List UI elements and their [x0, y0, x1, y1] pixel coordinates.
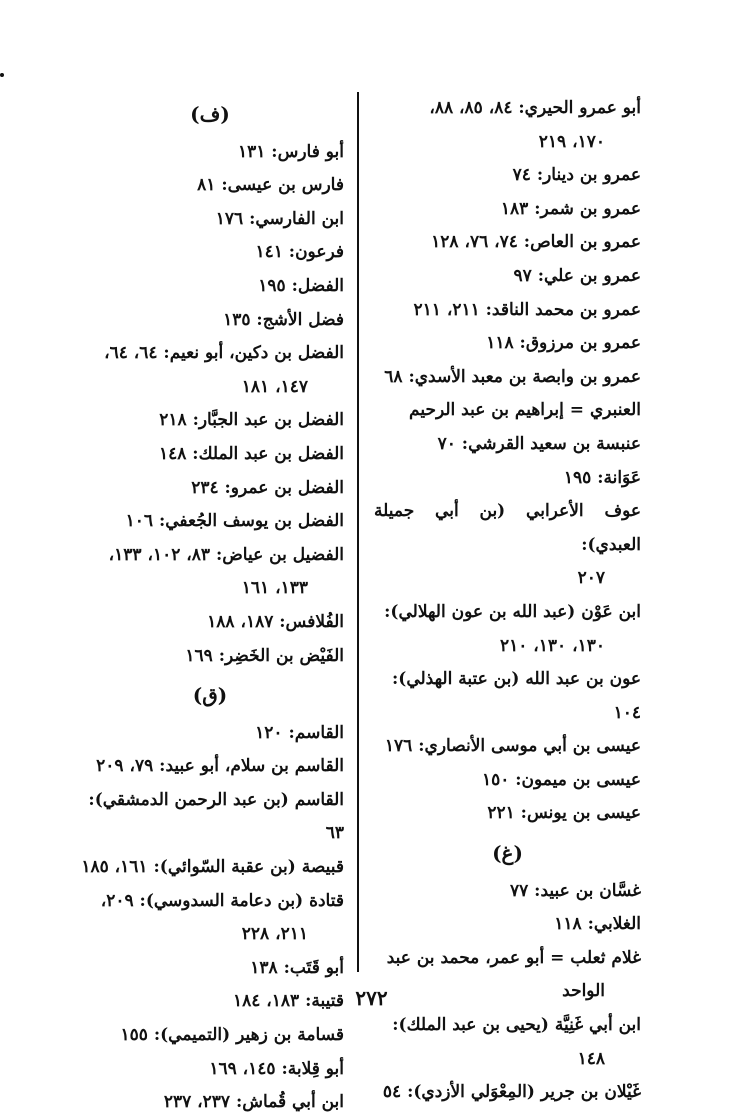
index-entry — [76, 270, 344, 304]
index-entry — [76, 304, 344, 338]
entry-text: عمرو بن علي: ٩٧ — [513, 265, 641, 286]
index-entry — [374, 159, 641, 193]
letter-heading: (ق) — [192, 683, 228, 708]
entry-text: الفضل بن دكين، أبو نعيم: ٦٤، ٦٤، — [104, 343, 344, 364]
entry-text: القاسم بن سلام، أبو عبيد: ٧٩، ٢٠٩ — [96, 756, 344, 777]
entry-text: الفضل بن عمرو: ٢٣٤ — [191, 477, 344, 498]
entry-continuation: ٢٠٧ — [577, 568, 605, 589]
entry-text: فضل الأشج: ١٣٥ — [223, 309, 344, 330]
index-entry — [374, 428, 641, 462]
index-entry — [374, 1009, 641, 1076]
index-entry — [374, 294, 641, 328]
index-entry — [76, 784, 344, 851]
entry-text: الفضل بن عبد الملك: ١٤٨ — [158, 443, 344, 464]
entry-text: عمرو بن وابصة بن معبد الأسدي: ٦٨ — [384, 366, 641, 387]
entry-text: عَوَانة: ١٩٥ — [563, 467, 641, 488]
entry-text: فارس بن عيسى: ٨١ — [197, 175, 344, 196]
entry-text: عيسى بن ميمون: ١٥٠ — [481, 769, 641, 790]
index-entry — [374, 764, 641, 798]
entry-text: الفضل: ١٩٥ — [258, 275, 344, 296]
entry-text: عوف الأعرابي (بن أبي جميلة العبدي): — [374, 501, 641, 555]
index-entry — [76, 539, 344, 606]
index-entry — [374, 92, 641, 159]
entry-continuation: ١٤٨ — [577, 1048, 605, 1069]
entry-text: عيسى بن أبي موسى الأنصاري: ١٧٦ — [384, 736, 641, 757]
index-entry — [374, 875, 641, 909]
index-entry — [76, 640, 344, 674]
index-entry — [76, 337, 344, 404]
index-entry — [76, 203, 344, 237]
index-entry — [374, 327, 641, 361]
index-entry — [76, 136, 344, 170]
entry-text: عمرو بن شمر: ١٨٣ — [500, 198, 641, 219]
entry-text: الغلابي: ١١٨ — [554, 914, 641, 935]
entry-text: عمرو بن مرزوق: ١١٨ — [486, 333, 641, 354]
index-entry — [76, 606, 344, 640]
entry-continuation: ١٤٧، ١٨١ — [241, 376, 308, 397]
entry-text: الفضل بن عبد الجبَّار: ٢١٨ — [159, 410, 344, 431]
index-entry — [76, 505, 344, 539]
letter-heading: (غ) — [492, 841, 523, 866]
column-divider — [357, 92, 359, 972]
index-entry — [76, 952, 344, 986]
entry-continuation: ١٣٣، ١٦١ — [241, 578, 308, 599]
entry-text: غسَّان بن عبيد: ٧٧ — [509, 880, 641, 901]
entry-text: غَيْلان بن جرير (المِعْوَلي الأزدي): ٥٤ — [382, 1082, 641, 1103]
entry-continuation: ٢١١، ٢٢٨ — [241, 924, 308, 945]
letter-heading: (ف) — [190, 102, 230, 126]
index-entry — [76, 885, 344, 952]
index-entry — [76, 404, 344, 438]
index-entry — [374, 797, 641, 831]
index-entry — [374, 663, 641, 730]
entry-text: ابن أبي غَنِيَّة (يحيى بن عبد الملك): — [392, 1015, 641, 1036]
entry-text: العنبري = إبراهيم بن عبد الرحيم — [409, 400, 641, 421]
entry-text: أبو عمرو الحيري: ٨٤، ٨٥، ٨٨، — [429, 98, 641, 118]
index-entry — [374, 394, 641, 428]
index-column-left — [76, 92, 344, 1120]
index-entry — [374, 908, 641, 942]
entry-text: عمرو بن محمد الناقد: ٢١١، ٢١١ — [413, 299, 641, 320]
entry-text: الفضيل بن عياض: ٨٣، ١٠٢، ١٣٣، — [108, 544, 344, 565]
entry-text: عيسى بن يونس: ٢٢١ — [487, 803, 641, 824]
entry-text: فرعون: ١٤١ — [255, 242, 344, 263]
entry-text: عنبسة بن سعيد القرشي: ٧٠ — [437, 433, 641, 454]
entry-text: قتادة (بن دعامة السدوسي): ٢٠٩، — [100, 890, 344, 911]
entry-text: قتيبة: ١٨٣، ١٨٤ — [232, 991, 344, 1012]
entry-text: ابن عَوْن (عبد الله بن عون الهلالي): — [384, 601, 641, 622]
page-number: ٢٧٢ — [355, 986, 388, 1010]
index-entry — [374, 1076, 641, 1110]
entry-continuation: ١٧٠، ٢١٩ — [538, 131, 605, 152]
entry-text: الفُلافس: ١٨٧، ١٨٨ — [207, 611, 344, 632]
entry-text: الفضل بن يوسف الجُعفي: ١٠٦ — [125, 511, 344, 532]
index-entry — [374, 226, 641, 260]
entry-text: غلام ثعلب = أبو عمر، محمد بن عبد — [386, 947, 641, 968]
entry-text: ابن أبي قُماش: ٢٣٧، ٢٣٧ — [163, 1092, 344, 1113]
index-entry — [374, 495, 641, 596]
index-entry — [76, 169, 344, 203]
entry-continuation: الواحد — [562, 981, 605, 1002]
entry-text: أبو قَتَب: ١٣٨ — [250, 957, 344, 978]
index-entry — [76, 750, 344, 784]
entry-text: أبو فارس: ١٣١ — [237, 141, 344, 162]
index-entry — [76, 1019, 344, 1053]
index-entry — [76, 438, 344, 472]
index-entry — [374, 730, 641, 764]
index-entry — [374, 361, 641, 395]
index-entry — [374, 596, 641, 663]
entry-text: قسامة بن زهير (التميمي): ١٥٥ — [120, 1025, 344, 1046]
entry-text: الفَيْض بن الخَضِر: ١٦٩ — [185, 645, 344, 666]
entry-text: عون بن عبد الله (بن عتبة الهذلي): ١٠٤ — [392, 669, 641, 723]
entry-text: عمرو بن دينار: ٧٤ — [512, 165, 641, 186]
entry-text: عمرو بن العاص: ٧٤، ٧٦، ١٢٨ — [431, 232, 641, 253]
entry-text: القاسم: ١٢٠ — [255, 722, 344, 743]
index-entry — [76, 1086, 344, 1120]
index-entry — [76, 851, 344, 885]
index-entry — [76, 236, 344, 270]
entry-text: قبيصة (بن عقبة السّوائي): ١٦١، ١٨٥ — [81, 857, 344, 878]
margin-dot — [0, 73, 4, 77]
index-entry — [76, 472, 344, 506]
entry-text: ابن الفارسي: ١٧٦ — [215, 208, 344, 229]
entry-text: أبو قِلابة: ١٤٥، ١٦٩ — [209, 1058, 344, 1079]
index-entry — [76, 717, 344, 751]
index-entry — [76, 1053, 344, 1087]
index-entry — [374, 193, 641, 227]
index-entry — [374, 462, 641, 496]
index-column-right — [374, 92, 641, 1110]
entry-continuation: ١٣٠، ١٣٠، ٢١٠ — [499, 635, 605, 656]
index-entry — [374, 260, 641, 294]
entry-text: القاسم (بن عبد الرحمن الدمشقي): ٦٣ — [88, 789, 344, 844]
